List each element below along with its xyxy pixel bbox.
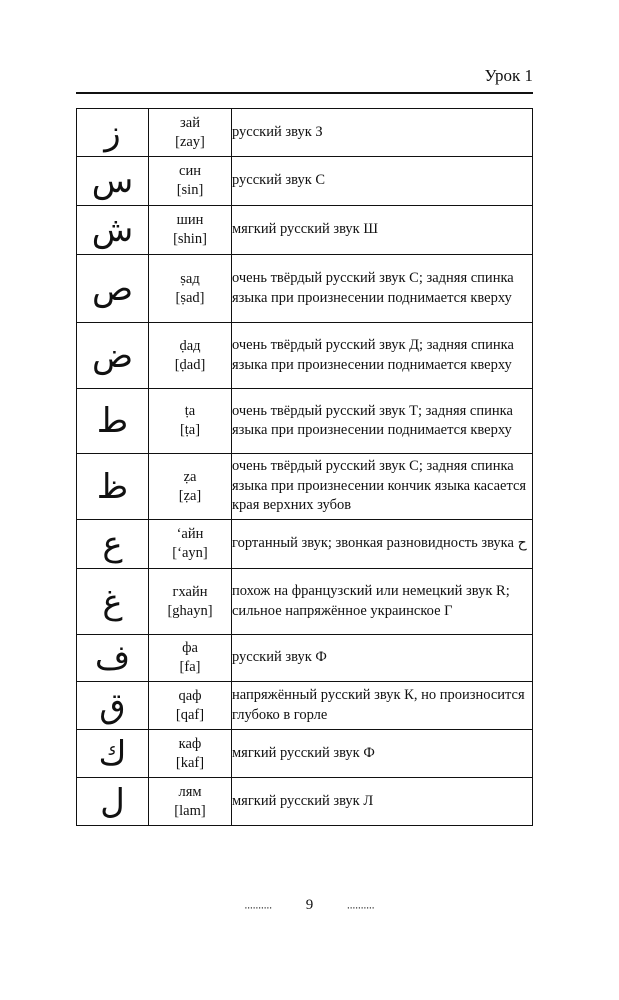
table-row	[77, 157, 533, 206]
letter-description: очень твёрдый русский звук Д; задняя спинка языка при произнесении поднимается кверху	[232, 323, 533, 389]
letter-name: син	[179, 163, 201, 179]
letter-translit: [qaf]	[175, 706, 205, 723]
letter-translit: [fa]	[179, 659, 201, 675]
table-row	[77, 389, 533, 454]
table-row	[77, 454, 533, 520]
letter-translit: [ghayn]	[167, 602, 213, 619]
letter-description: русский звук З	[232, 109, 533, 157]
letter-name: лям	[178, 783, 202, 800]
letter-description: мягкий русский звук Ш	[232, 206, 533, 255]
letter-translit: [ṣad]	[175, 289, 205, 306]
arabic-letter: ف	[77, 635, 149, 682]
letter-name: шин	[176, 212, 204, 228]
table-row	[77, 730, 533, 778]
arabic-letter: ص	[77, 255, 149, 323]
letter-name-cell	[149, 255, 232, 323]
arabic-letter: ط	[77, 389, 149, 454]
description-text: гортанный звук; звонкая разновидность звука	[232, 535, 514, 552]
table-row	[77, 778, 533, 826]
table-row	[77, 520, 533, 569]
letter-name-cell	[149, 389, 232, 454]
letter-name: зай	[180, 114, 200, 131]
letter-description: напряжённый русский звук К, но произносится глубоко в горле	[232, 682, 533, 730]
lesson-header: Урок 1	[484, 66, 533, 85]
arabic-letter: ز	[77, 109, 149, 157]
letter-name-cell	[149, 206, 232, 255]
arabic-letter: س	[77, 157, 149, 206]
letter-name-cell	[149, 520, 232, 569]
arabic-letter: ض	[77, 323, 149, 389]
arabic-letter: ك	[77, 730, 149, 778]
letter-description: мягкий русский звук Л	[232, 778, 533, 826]
letter-description	[232, 520, 533, 569]
footer-dots-left: ..........	[244, 899, 272, 912]
letter-name-cell	[149, 730, 232, 778]
letter-name-cell	[149, 682, 232, 730]
letter-translit: [sin]	[176, 182, 204, 198]
page-footer	[0, 897, 619, 914]
letter-name-cell	[149, 454, 232, 520]
letter-name-cell	[149, 635, 232, 682]
letter-description: очень твёрдый русский звук С; задняя спинка языка при произнесении кончик языка касается края верхних зубов	[232, 454, 533, 520]
letter-name: фа	[182, 640, 198, 656]
letter-name: каф	[178, 735, 202, 752]
letter-name: ḍад	[179, 337, 201, 354]
letter-name: qаф	[178, 687, 202, 704]
arabic-letter: ق	[77, 682, 149, 730]
letter-description: очень твёрдый русский звук Т; задняя спинка языка при произнесении поднимается кверху	[232, 389, 533, 454]
letter-translit: [ẓa]	[178, 487, 202, 504]
table-row	[77, 255, 533, 323]
letter-translit: [ṭa]	[179, 422, 201, 438]
letter-translit: [shin]	[173, 231, 207, 247]
letter-description: мягкий русский звук Ф	[232, 730, 533, 778]
page-number: 9	[305, 897, 314, 913]
arabic-letter: غ	[77, 569, 149, 635]
letter-name: гхайн	[172, 583, 208, 600]
table-row	[77, 206, 533, 255]
letter-name-cell	[149, 778, 232, 826]
table-row	[77, 323, 533, 389]
footer-dots-right: ..........	[347, 899, 375, 912]
letter-name: ‘айн	[176, 526, 204, 542]
letter-name: ṣад	[180, 270, 200, 287]
header-rule	[76, 92, 533, 94]
alphabet-table	[76, 108, 533, 826]
letter-description: русский звук Ф	[232, 635, 533, 682]
letter-name-cell	[149, 569, 232, 635]
letter-description: очень твёрдый русский звук С; задняя спинка языка при произнесении поднимается кверху	[232, 255, 533, 323]
letter-translit: [lam]	[174, 802, 206, 819]
letter-translit: [kaf]	[175, 754, 205, 771]
table-row	[77, 635, 533, 682]
table-row	[77, 682, 533, 730]
letter-translit: [‘ayn]	[172, 545, 208, 561]
arabic-letter: ش	[77, 206, 149, 255]
arabic-letter: ع	[77, 520, 149, 569]
letter-translit: [ḍad]	[174, 356, 206, 373]
letter-description: похож на французский или немецкий звук R; сильное напряжённое украинское Г	[232, 569, 533, 635]
letter-name-cell	[149, 109, 232, 157]
letter-name-cell	[149, 323, 232, 389]
letter-translit: [zay]	[175, 133, 205, 150]
arabic-inline-letter: ح	[517, 535, 527, 552]
table-row	[77, 109, 533, 157]
letter-name: ẓa	[183, 468, 197, 485]
arabic-letter: ل	[77, 778, 149, 826]
letter-description: русский звук С	[232, 157, 533, 206]
table-row	[77, 569, 533, 635]
arabic-letter: ظ	[77, 454, 149, 520]
letter-name: ṭa	[184, 403, 196, 419]
letter-name-cell	[149, 157, 232, 206]
